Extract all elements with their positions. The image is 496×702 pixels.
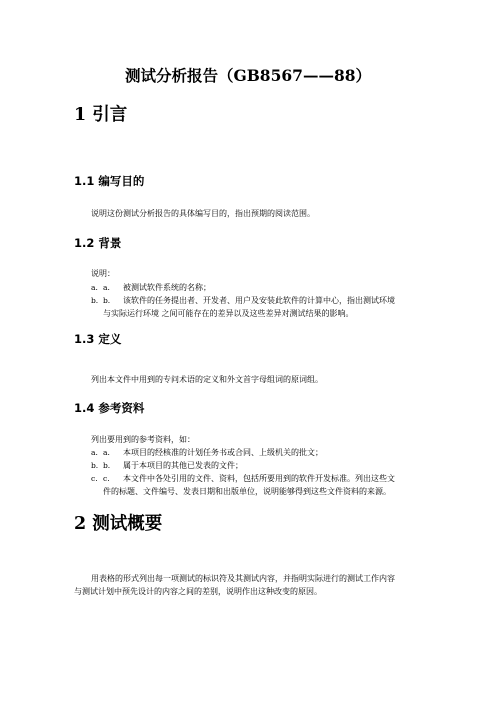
list-item-text: 本文件中各处引用的文件、资料，包括所要用到的软件开发标准。列出这些文	[123, 474, 395, 483]
list-marker: b.	[91, 461, 99, 470]
list-item-text: 该软件的任务提出者、开发者、用户及安装此软件的计算中心，指出测试环境	[123, 296, 395, 305]
list-sub-marker: b.	[103, 461, 111, 470]
subsection-heading-purpose: 1.1 编写目的	[74, 174, 145, 188]
list-item-text: 被测试软件系统的名称；	[123, 283, 211, 292]
list-marker: c.	[91, 474, 98, 483]
document-title: 测试分析报告（GB8567——88）	[124, 66, 372, 85]
summary-paragraph-line: 与测试计划中预先设计的内容之间的差别，说明作出这种改变的原因。	[74, 587, 322, 596]
list-marker: a.	[91, 283, 98, 292]
list-marker: a.	[91, 448, 98, 457]
background-intro: 说明：	[91, 269, 115, 278]
subsection-heading-definitions: 1.3 定义	[74, 332, 122, 346]
purpose-paragraph: 说明这份测试分析报告的具体编写目的，指出预期的阅读范围。	[91, 209, 315, 218]
definitions-paragraph: 列出本文件中用到的专问术语的定义和外文首字母组词的原词组。	[91, 375, 323, 384]
list-sub-marker: a.	[103, 448, 110, 457]
references-intro: 列出要用到的参考资料，如：	[91, 435, 195, 444]
subsection-heading-references: 1.4 参考资料	[74, 401, 145, 415]
list-item-text: 属于本项目的其他已发表的文件；	[123, 461, 243, 470]
subsection-heading-background: 1.2 背景	[74, 236, 122, 250]
summary-paragraph-line: 用表格的形式列出每一项测试的标识符及其测试内容，并指明实际进行的测试工作内容	[91, 574, 395, 583]
section-heading-introduction: 1 引言	[74, 105, 128, 125]
list-sub-marker: b.	[103, 296, 111, 305]
list-item-text: 本项目的经核准的计划任务书或合同、上级机关的批文；	[123, 448, 323, 457]
list-sub-marker: c.	[103, 474, 110, 483]
list-item-text-continuation: 件的标题、文件编号、发表日期和出版单位，说明能够得到这些文件资料的来源。	[103, 487, 391, 496]
list-item-text-continuation: 与实际运行环境 之间可能存在的差异以及这些差异对测试结果的影响。	[103, 309, 354, 318]
list-sub-marker: a.	[103, 283, 110, 292]
section-heading-test-summary: 2 测试概要	[74, 514, 163, 534]
list-marker: b.	[91, 296, 99, 305]
